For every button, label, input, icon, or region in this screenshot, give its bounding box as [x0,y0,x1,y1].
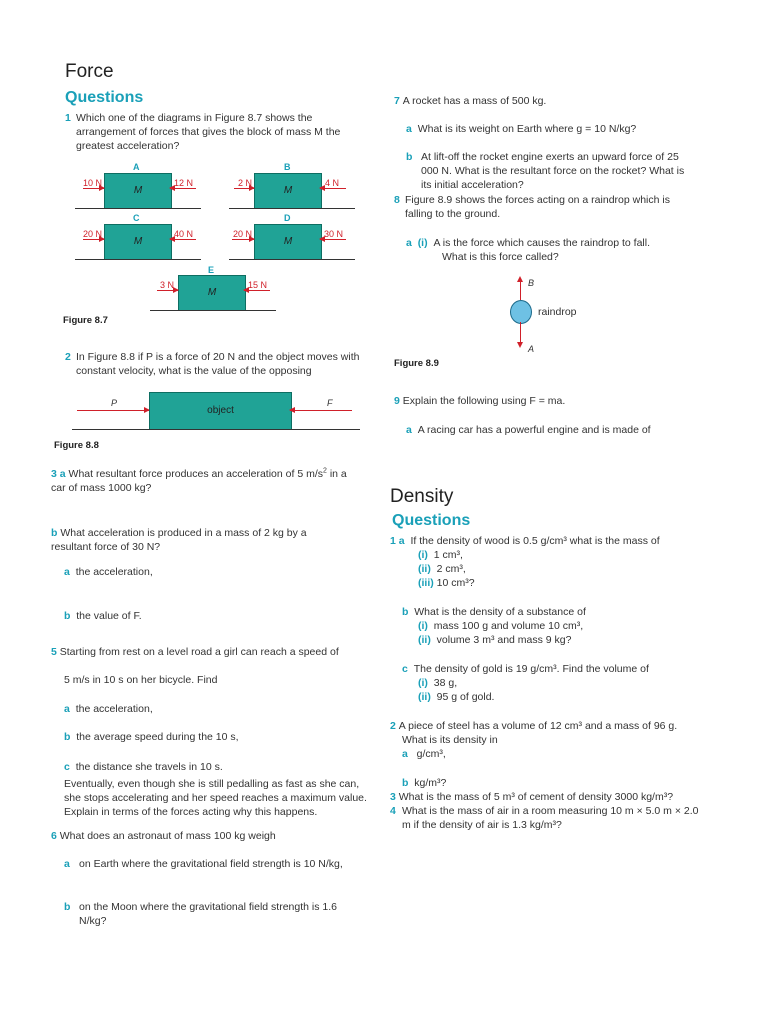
list-item [418,619,712,633]
item-text: volume 3 m³ and mass 9 kg? [436,634,572,646]
sub-letter: b [64,610,71,622]
question-text: A racing car has a powerful engine and is made of [417,424,651,436]
ground-line [75,259,201,260]
density-question-2 [390,719,720,761]
density-question-2a [402,747,720,761]
right-force-label: 40 N [174,229,194,239]
figure-8-9 [495,272,605,357]
sub-letter: a [59,468,66,480]
density-question-1a [390,534,710,590]
question-text: Starting from rest on a level road a girl can reach a speed of [59,646,339,658]
question-3a [51,467,361,495]
list-item [418,548,710,562]
question-text-line2: What is its density in [402,734,498,746]
item-text: 2 cm³, [436,563,466,575]
ground-line [72,429,360,430]
question-8a [406,236,696,264]
sub-letter: a [406,424,412,436]
question-text: g/cm³, [416,748,446,760]
question-text: Explain the following using F = ma. [402,395,566,407]
question-5c [64,760,223,774]
question-text: the average speed during the 10 s, [76,731,239,743]
question-7b [406,150,696,192]
question-4a [64,565,153,579]
mass-label: M [283,185,293,196]
question-number: 4 [390,805,396,817]
questions-heading: Questions [65,89,144,106]
question-text: A rocket has a mass of 500 kg. [402,95,547,107]
left-arrow-icon [320,188,346,189]
ground-line [75,208,201,209]
question-3b [51,526,331,554]
density-question-3 [390,790,720,804]
up-arrow-icon [520,280,521,300]
ground-line [229,208,355,209]
question-9a [406,423,651,437]
right-arrow-icon [157,290,178,291]
question-text-cont: in a car of mass 1000 kg? [51,468,347,494]
mass-block [254,173,322,209]
question-text: the distance she travels in 10 s. [75,761,223,773]
question-text: What is the density of a substance of [414,606,586,618]
question-text: kg/m³? [414,777,447,789]
question-number: 5 [51,646,57,658]
left-force-label: 10 N [83,178,103,188]
question-number: 2 [65,351,71,363]
figure-8-8-caption: Figure 8.8 [54,440,99,451]
density-question-1b [402,605,712,647]
question-text: At lift-off the rocket engine exerts an upward force of 25 000 N. What is the resultant force on the rocket? What is its initial acceleration? [421,151,685,191]
list-item [418,633,712,647]
item-numeral: (ii) [418,691,431,703]
item-text: mass 100 g and volume 10 cm³, [433,620,584,632]
sub-letter: a [398,535,405,547]
sub-letter: b [402,606,409,618]
right-arrow-icon [83,188,104,189]
p-label: P [111,398,118,408]
list-item [418,576,710,590]
mass-block [178,275,246,311]
sub-letter: a [402,748,408,760]
raindrop-label: raindrop [538,306,577,318]
question-text: on Earth where the gravitational field strength is 10 N/kg, [79,858,343,870]
question-text: A piece of steel has a volume of 12 cm³ and a mass of 96 g. [398,720,678,732]
mass-block [104,224,172,260]
left-arrow-icon [290,410,352,411]
left-arrow-icon [170,239,196,240]
question-number: 1 [390,535,396,547]
sub-letter: b [406,151,413,163]
item-numeral: (i) [418,620,428,632]
f-label: F [327,398,333,408]
question-text: What acceleration is produced in a mass of 2 kg by a resultant force of 30 N? [51,527,307,553]
item-numeral: (iii) [418,577,434,589]
question-text: on the Moon where the gravitational field strength is 1.6 N/kg? [79,901,337,927]
item-numeral: (i) [418,549,428,561]
diagram-letter: C [133,213,140,223]
left-force-label: 2 N [238,178,253,188]
left-arrow-icon [244,290,270,291]
question-number: 6 [51,830,57,842]
question-text: Figure 8.9 shows the forces acting on a raindrop which is falling to the ground. [405,194,670,220]
list-item [418,690,712,704]
question-6 [51,829,276,843]
left-arrow-icon [170,188,196,189]
object-block [149,392,292,430]
question-text: the value of F. [76,610,142,622]
b-label: B [528,278,535,288]
sub-letter: a [406,123,412,135]
question-text: What is the mass of 5 m³ of cement of density 3000 kg/m³? [398,791,674,803]
right-force-label: 30 N [324,229,344,239]
question-text-line2: What is this force called? [442,251,559,263]
item-numeral: (ii) [418,634,431,646]
item-numeral: (ii) [418,563,431,575]
question-text: A is the force which causes the raindrop to fall. [433,237,650,249]
item-list [418,619,712,647]
question-5a [64,702,153,716]
density-title: Density [390,486,454,507]
question-8 [394,193,694,221]
sub-letter: b [64,901,71,913]
question-number: 7 [394,95,400,107]
question-text: The density of gold is 19 g/cm³. Find the volume of [413,663,649,675]
question-5b [64,730,239,744]
item-list [418,548,710,590]
sub-letter: a [406,237,412,249]
figure-8-8 [0,380,768,440]
right-arrow-icon [83,239,104,240]
item-text: 1 cm³, [433,549,463,561]
density-question-2b [402,776,446,790]
question-2 [65,350,365,378]
ground-line [150,310,276,311]
question-5-line2: 5 m/s in 10 s on her bicycle. Find [64,674,218,686]
item-text: 10 cm³? [436,577,475,589]
question-number: 8 [394,194,400,206]
item-text: 38 g, [433,677,458,689]
question-number: 1 [65,112,71,124]
figure-8-7-caption: Figure 8.7 [63,315,108,326]
mass-label: M [283,236,293,247]
right-arrow-icon [77,410,149,411]
mass-label: M [207,287,217,298]
mass-block [104,173,172,209]
right-arrow-icon [234,188,254,189]
sub-letter: a [64,703,70,715]
a-label: A [528,344,535,354]
sub-letter: b [402,777,409,789]
right-force-label: 12 N [174,178,194,188]
question-text: Which one of the diagrams in Figure 8.7 shows the arrangement of forces that gives the block of mass M the greatest acceleration? [76,112,341,152]
question-number: 2 [390,720,396,732]
diagram-letter: D [284,213,291,223]
question-text: What resultant force produces an acceleration of 5 m/s [68,468,323,480]
left-force-label: 3 N [160,280,175,290]
question-text: the acceleration, [75,566,153,578]
question-text: In Figure 8.8 if P is a force of 20 N and the object moves with constant velocity, what is the value of the opposing [76,351,360,377]
item-list [418,676,712,704]
ground-line [229,259,355,260]
question-7 [394,94,546,108]
mass-label: M [133,236,143,247]
list-item [418,562,710,576]
density-questions-heading: Questions [392,512,471,529]
right-force-label: 4 N [325,178,340,188]
question-text: What does an astronaut of mass 100 kg weigh [59,830,276,842]
question-number: 3 [51,468,57,480]
diagram-letter: A [133,162,140,172]
force-title: Force [65,61,114,82]
diagram-letter: E [208,265,215,275]
down-arrow-icon [520,322,521,346]
density-question-4 [390,804,710,832]
sub-letter: c [64,761,70,773]
question-5 [51,645,371,659]
raindrop-icon [510,300,532,324]
sub-letter: c [402,663,408,675]
question-9 [394,394,565,408]
object-label: object [207,405,234,416]
right-force-label: 15 N [248,280,268,290]
left-arrow-icon [320,239,346,240]
diagram-letter: B [284,162,291,172]
question-number: 9 [394,395,400,407]
question-text: What is the mass of air in a room measuring 10 m × 5.0 m × 2.0 m if the density of air is 1.3 kg/m³? [402,805,699,831]
question-6b [64,900,354,928]
question-text: What is its weight on Earth where g = 10 N/kg? [417,123,637,135]
density-question-1c [402,662,712,704]
sub-letter: a [64,566,70,578]
question-text: the acceleration, [75,703,153,715]
list-item [418,676,712,690]
sub-numeral: (i) [417,237,428,249]
item-text: 95 g of gold. [436,691,495,703]
left-force-label: 20 N [233,229,253,239]
question-5d: Eventually, even though she is still pedalling as fast as she can, she stops accelerating and her speed reaches a maximum value. Explain in terms of the forces acting why this happens. [64,778,367,818]
mass-block [254,224,322,260]
right-arrow-icon [232,239,254,240]
figure-8-9-caption: Figure 8.9 [394,358,439,369]
sub-letter: b [51,527,58,539]
left-force-label: 20 N [83,229,103,239]
superscript: 2 [323,467,327,475]
item-numeral: (i) [418,677,428,689]
question-number: 3 [390,791,396,803]
question-4b [64,609,142,623]
sub-letter: a [64,858,70,870]
question-7a [406,122,636,136]
question-6a [64,857,354,871]
sub-letter: b [64,731,71,743]
question-text: If the density of wood is 0.5 g/cm³ what is the mass of [410,535,660,547]
mass-label: M [133,185,143,196]
